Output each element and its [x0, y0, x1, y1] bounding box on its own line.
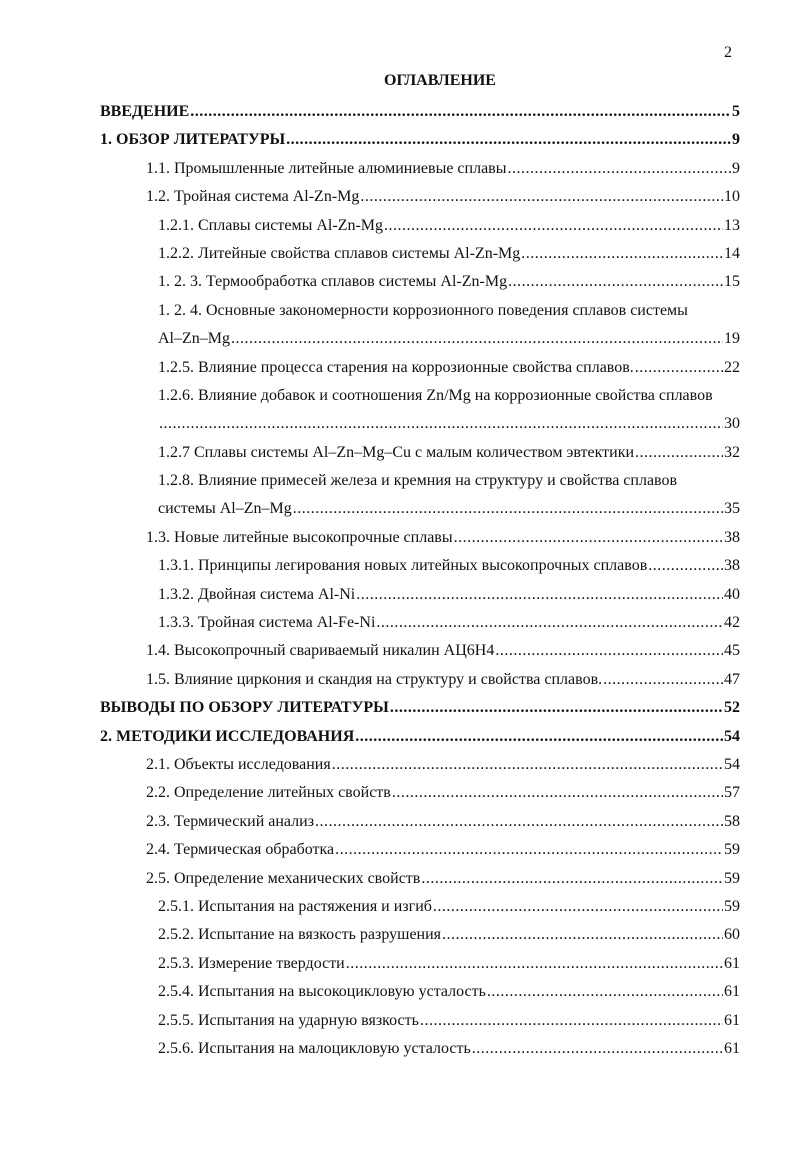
toc-entry[interactable] — [100, 978, 740, 1006]
toc-entry-text: 1.1. Промышленные литейные алюминиевые сплавы — [146, 159, 507, 177]
dot-leader — [384, 212, 723, 240]
toc-entry-line — [100, 495, 740, 523]
toc-page-number: 54 — [724, 727, 740, 745]
toc-entry-line — [100, 808, 740, 836]
toc-entry-line — [100, 921, 740, 949]
dot-leader — [286, 126, 731, 154]
toc-entry[interactable] — [100, 382, 740, 439]
toc-entry[interactable] — [100, 751, 740, 779]
toc-page-number: 57 — [724, 784, 740, 802]
toc-entry[interactable] — [100, 240, 740, 268]
dot-leader — [472, 1035, 723, 1063]
toc-entry-line — [100, 439, 740, 467]
dot-leader — [648, 552, 723, 580]
dot-leader — [335, 836, 723, 864]
toc-page-number: 61 — [724, 983, 740, 1001]
toc-entry-text: ВВЕДЕНИЕ — [100, 103, 190, 120]
dot-leader — [390, 694, 723, 722]
toc-entry-line — [100, 581, 740, 609]
toc-entry[interactable] — [100, 921, 740, 949]
toc-page-number: 60 — [724, 926, 740, 944]
toc-entry[interactable] — [100, 439, 740, 467]
toc-entry[interactable] — [100, 950, 740, 978]
dot-leader — [392, 779, 723, 807]
dot-leader — [521, 240, 723, 268]
toc-entry-text: 1. ОБЗОР ЛИТЕРАТУРЫ — [100, 131, 286, 149]
toc-entry-line — [100, 524, 740, 552]
toc-entry[interactable] — [100, 268, 740, 296]
toc-entry-line — [100, 183, 740, 211]
toc-page-number: 9 — [732, 159, 740, 177]
toc-entry[interactable] — [100, 297, 740, 354]
toc-entry-line — [100, 865, 740, 893]
toc-entry-text: 1.2.7 Сплавы системы Al–Zn–Mg–Cu с малым количеством эвтектики — [158, 443, 635, 461]
toc-entry[interactable] — [100, 581, 740, 609]
toc-page-number: 32 — [724, 443, 740, 461]
toc-entry-line — [100, 950, 740, 978]
toc-page-number: 59 — [724, 897, 740, 915]
toc-entry-text: 1.3.3. Тройная система Al-Fe-Ni — [158, 614, 376, 632]
toc-page-number: 38 — [724, 557, 740, 575]
toc-entry-line — [100, 893, 740, 921]
toc-entry-line — [100, 240, 740, 268]
toc-entry-text: 1. 2. 4. Основные закономерности коррозионного поведения сплавов системы — [158, 301, 688, 319]
toc-entry-line — [100, 467, 740, 495]
toc-page-number: 61 — [724, 1039, 740, 1057]
dot-leader — [231, 325, 723, 353]
toc-entry-text: 2.5.1. Испытания на растяжения и изгиб — [158, 897, 432, 915]
toc-page-number: 35 — [724, 500, 740, 518]
toc-page-number: 58 — [724, 812, 740, 830]
toc-page-number: 10 — [724, 188, 740, 206]
toc-entry-text: 2.1. Объекты исследования — [146, 755, 331, 773]
toc-entry-line — [100, 98, 740, 126]
toc-page-number: 59 — [724, 841, 740, 859]
toc-entry[interactable] — [100, 524, 740, 552]
toc-page-number: 47 — [724, 670, 740, 688]
toc-page-number: 42 — [724, 614, 740, 632]
toc-entry[interactable] — [100, 808, 740, 836]
toc-page-number: 59 — [724, 869, 740, 887]
toc-entry[interactable] — [100, 98, 740, 126]
dot-leader — [315, 808, 723, 836]
toc-page-number: 54 — [724, 755, 740, 773]
dot-leader — [159, 410, 723, 438]
toc-entry-line — [100, 978, 740, 1006]
toc-entry[interactable] — [100, 552, 740, 580]
toc-entry-line — [100, 637, 740, 665]
toc-entry-text: 1.5. Влияние циркония и скандия на структуру и свойства сплавов. — [146, 670, 603, 688]
toc-entry-text: 1. 2. 3. Термообработка сплавов системы Al-Zn-Mg — [158, 273, 508, 291]
toc-entry-line — [100, 268, 740, 296]
toc-entry[interactable] — [100, 893, 740, 921]
toc-entry-text: ВЫВОДЫ ПО ОБЗОРУ ЛИТЕРАТУРЫ — [100, 699, 389, 717]
toc-page-number: 40 — [724, 585, 740, 603]
page-number: 2 — [724, 44, 732, 61]
toc-entry[interactable] — [100, 1035, 740, 1063]
toc-entry-line — [100, 751, 740, 779]
toc-entry[interactable] — [100, 212, 740, 240]
dot-leader — [487, 978, 723, 1006]
toc-entry-text: Al–Zn–Mg — [158, 330, 230, 348]
toc-entry[interactable] — [100, 467, 740, 524]
toc-entry[interactable] — [100, 865, 740, 893]
toc-entry-text: 1.3. Новые литейные высокопрочные сплавы — [146, 528, 453, 546]
toc-entry-line — [100, 694, 740, 722]
toc-entry[interactable] — [100, 637, 740, 665]
toc-entry-text: 2.2. Определение литейных свойств — [146, 784, 391, 802]
toc-entry-text: 2.5.4. Испытания на высокоцикловую усталость — [158, 983, 486, 1001]
toc-entry-text: 2.5. Определение механических свойств — [146, 869, 421, 887]
toc-entry[interactable] — [100, 723, 740, 751]
dot-leader — [603, 666, 723, 694]
toc-entry-line — [100, 552, 740, 580]
table-of-contents — [100, 98, 740, 1063]
dot-leader — [376, 609, 723, 637]
toc-entry-text: 2.4. Термическая обработка — [146, 841, 335, 859]
dot-leader — [508, 268, 723, 296]
toc-page-number: 52 — [724, 699, 740, 717]
toc-entry-text: 2.5.5. Испытания на ударную вязкость — [158, 1011, 419, 1029]
toc-page-number: 45 — [724, 642, 740, 660]
toc-page-number: 19 — [724, 330, 740, 348]
toc-entry[interactable] — [100, 666, 740, 694]
toc-page-number: 14 — [724, 244, 740, 262]
toc-page-number: 9 — [732, 131, 740, 149]
toc-entry-line — [100, 354, 740, 382]
dot-leader — [495, 637, 723, 665]
toc-page-number: 61 — [724, 954, 740, 972]
toc-entry[interactable] — [100, 126, 740, 154]
toc-page-number: 22 — [724, 358, 740, 376]
dot-leader — [360, 183, 723, 211]
dot-leader — [356, 581, 723, 609]
toc-entry[interactable] — [100, 694, 740, 722]
toc-entry[interactable] — [100, 183, 740, 211]
toc-entry-text: 1.3.1. Принципы легирования новых литейных высокопрочных сплавов — [158, 557, 648, 575]
toc-entry-text: 2.5.2. Испытание на вязкость разрушения — [158, 926, 442, 944]
toc-entry-text: 2.5.6. Испытания на малоцикловую усталость — [158, 1039, 471, 1057]
dot-leader — [635, 439, 723, 467]
toc-entry-text: 1.2.8. Влияние примесей железа и кремния на структуру и свойства сплавов — [158, 472, 678, 490]
toc-entry-line — [100, 325, 740, 353]
toc-entry-text: 1.2. Тройная система Al-Zn-Mg — [146, 188, 360, 206]
toc-entry-line — [100, 836, 740, 864]
toc-entry-line — [100, 382, 740, 410]
toc-entry-line — [100, 155, 740, 183]
toc-entry[interactable] — [100, 1007, 740, 1035]
toc-entry[interactable] — [100, 836, 740, 864]
dot-leader — [421, 865, 723, 893]
toc-entry[interactable] — [100, 155, 740, 183]
dot-leader — [635, 354, 723, 382]
toc-entry-text: 1.2.5. Влияние процесса старения на коррозионные свойства сплавов. — [158, 358, 634, 376]
toc-entry[interactable] — [100, 779, 740, 807]
dot-leader — [507, 155, 731, 183]
toc-entry-line — [100, 779, 740, 807]
dot-leader — [190, 98, 731, 126]
dot-leader — [355, 723, 723, 751]
toc-entry-line — [100, 212, 740, 240]
toc-entry-text: 1.4. Высокопрочный свариваемый никалин АЦ6Н4 — [146, 642, 495, 660]
toc-page-number: 30 — [724, 415, 740, 433]
dot-leader — [442, 921, 723, 949]
toc-page-number: 61 — [724, 1011, 740, 1029]
dot-leader — [293, 495, 723, 523]
toc-entry-text: 2. МЕТОДИКИ ИССЛЕДОВАНИЯ — [100, 727, 355, 745]
toc-entry[interactable] — [100, 354, 740, 382]
dot-leader — [346, 950, 723, 978]
toc-entry-line — [100, 1007, 740, 1035]
toc-entry-line — [100, 410, 740, 438]
dot-leader — [433, 893, 723, 921]
toc-entry-text: 1.3.2. Двойная система Al-Ni — [158, 585, 356, 603]
toc-entry-line — [100, 297, 740, 325]
toc-page-number: 15 — [724, 273, 740, 291]
toc-entry-text: 2.3. Термический анализ — [146, 812, 315, 830]
toc-entry-text: 2.5.3. Измерение твердости — [158, 954, 345, 972]
dot-leader — [332, 751, 723, 779]
page-title: ОГЛАВЛЕНИЕ — [384, 72, 496, 89]
toc-entry-line — [100, 609, 740, 637]
toc-entry-line — [100, 1035, 740, 1063]
toc-entry-line — [100, 126, 740, 154]
toc-entry-line — [100, 666, 740, 694]
toc-entry-text: 1.2.2. Литейные свойства сплавов системы Al-Zn-Mg — [158, 244, 521, 262]
toc-entry-text: 1.2.6. Влияние добавок и соотношения Zn/Mg на коррозионные свойства сплавов — [158, 386, 713, 404]
toc-entry-text: системы Al–Zn–Mg — [158, 500, 292, 518]
toc-entry-text: 1.2.1. Сплавы системы Al-Zn-Mg — [158, 216, 384, 234]
dot-leader — [454, 524, 723, 552]
toc-page-number: 13 — [724, 216, 740, 234]
toc-page-number: 38 — [724, 528, 740, 546]
toc-entry-line — [100, 723, 740, 751]
toc-page-number: 5 — [732, 103, 740, 120]
dot-leader — [420, 1007, 723, 1035]
toc-entry[interactable] — [100, 609, 740, 637]
